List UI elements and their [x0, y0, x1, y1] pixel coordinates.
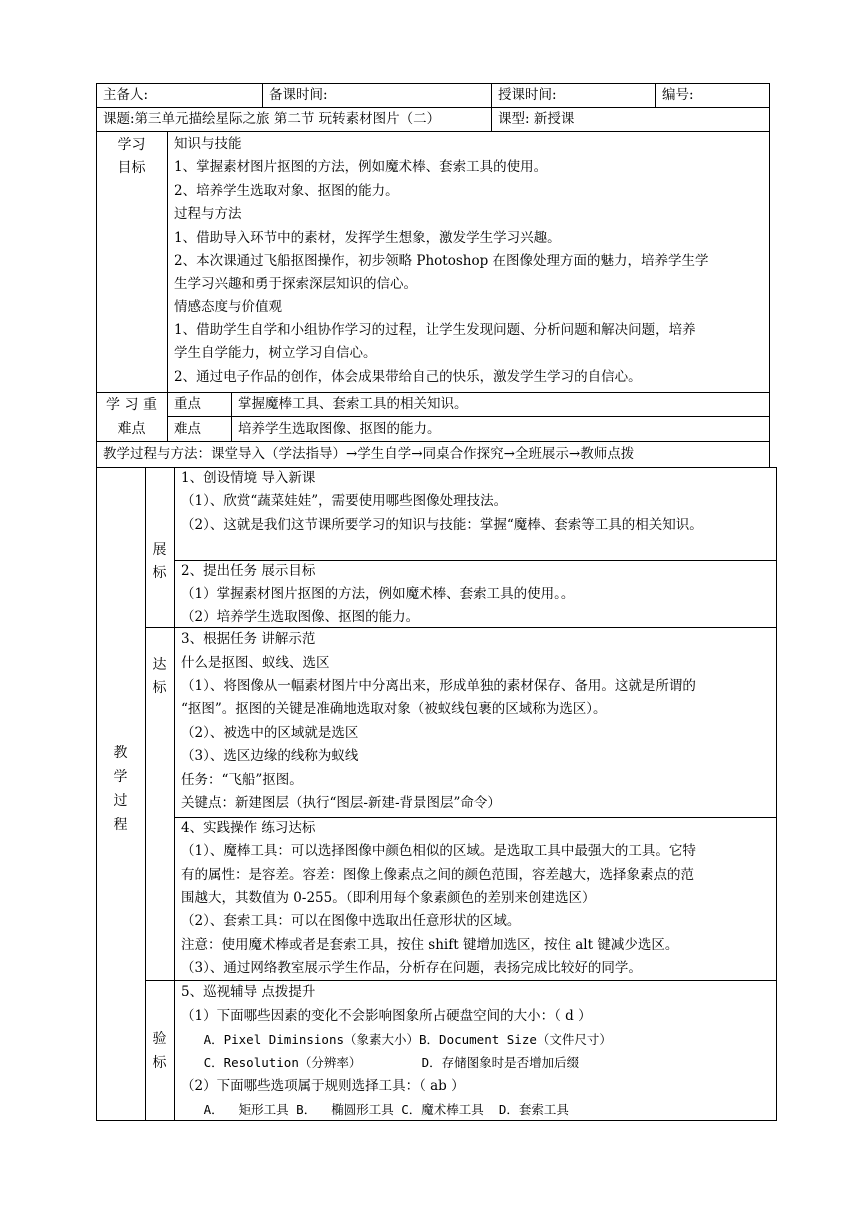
lesson-topic: 课题:第三单元描绘星际之旅 第二节 玩转素材图片（二） [103, 111, 441, 127]
objective-line: 1、掌握素材图片抠图的方法，例如魔术棒、套索工具的使用。 [174, 159, 548, 175]
block-line: （2）、这就是我们这节课所要学习的知识与技能：掌握“魔棒、套索等工具的相关知识。 [181, 517, 703, 533]
teaching-method: 教学过程与方法：课堂导入（学法指导）→学生自学→同桌合作探究→全班展示→教师点拨 [103, 446, 635, 462]
keypoints-label-1: 学 习 重 [106, 397, 157, 413]
row-line [167, 416, 770, 417]
quiz-option-line: A． 矩形工具 B． 椭圆形工具 C．魔术棒工具 D．套索工具 [181, 1102, 569, 1117]
block-line: 围越大，其数值为 0-255。（即利用每个象素颜色的差别来创建选区） [181, 890, 596, 906]
row-line [96, 131, 770, 132]
col-line [174, 467, 175, 1120]
block-line: “抠图”。抠图的关键是准确地选取对象（被蚁线包裹的区域称为选区）。 [181, 701, 607, 717]
block-line: （1）、将图像从一幅素材图片中分离出来，形成单独的素材保存、备用。这就是所谓的 [181, 678, 696, 694]
process-label-char: 过 [113, 793, 128, 809]
block-line: （2）、被选中的区域就是选区 [181, 725, 359, 741]
objective-line: 1、借助导入环节中的素材，发挥学生想象，激发学生学习兴趣。 [174, 230, 561, 246]
process-label-char: 教 [113, 745, 128, 761]
row-line [96, 107, 770, 108]
block-line: 3、根据任务 讲解示范 [181, 631, 316, 647]
col-line [655, 83, 656, 107]
lesson-type: 课型: 新授课 [498, 111, 575, 127]
block-line: （1）掌握素材图片抠图的方法，例如魔术棒、套索工具的使用。。 [181, 586, 575, 602]
row-line [174, 817, 777, 818]
teach-time-label: 授课时间: [498, 87, 557, 103]
focus-label: 重点 [174, 396, 201, 412]
objective-line: 2、培养学生选取对象、抠图的能力。 [174, 183, 399, 199]
objective-line: 过程与方法 [174, 206, 242, 222]
stage-show-char: 标 [152, 565, 167, 581]
objective-line: 知识与技能 [174, 136, 242, 152]
block-line: （3）、选区边缘的线称为蚁线 [181, 748, 359, 764]
difficulty-label: 难点 [174, 421, 201, 437]
objective-line: 1、借助学生自学和小组协作学习的过程，让学生发现问题、分析问题和解决问题，培养 [174, 322, 696, 338]
row-line [145, 627, 777, 628]
stage-reach-char: 标 [152, 680, 167, 696]
stage-show-char: 展 [152, 542, 167, 558]
block-line: 2、提出任务 展示目标 [181, 563, 316, 579]
block-line: （2）培养学生选取图像、抠图的能力。 [181, 609, 420, 625]
process-label-char: 学 [113, 769, 128, 785]
objective-line: 情感态度与价值观 [174, 299, 282, 315]
block-line: （3）、通过网络教室展示学生作品，分析存在问题，表扬完成比较好的同学。 [181, 960, 642, 976]
objectives-label-2: 目标 [117, 160, 146, 176]
objective-line: 学生自学能力，树立学习自信心。 [174, 345, 377, 361]
prep-time-label: 备课时间: [269, 87, 328, 103]
block-line: 什么是抠图、蚁线、选区 [181, 655, 330, 671]
stage-reach-char: 达 [152, 657, 167, 673]
row-line [145, 980, 777, 981]
block-line: 4、实践操作 练习达标 [181, 820, 316, 836]
block-line: （1）下面哪些因素的变化不会影响图象所占硬盘空间的大小：（ d ） [181, 1008, 592, 1024]
row-line [96, 441, 770, 442]
block-line: 1、创设情境 导入新课 [181, 470, 316, 486]
keypoints-label-2: 难点 [117, 421, 146, 437]
block-line: （1）、魔棒工具：可以选择图像中颜色相似的区域。是选取工具中最强大的工具。它特 [181, 843, 696, 859]
row-line [96, 392, 770, 393]
block-line: （1）、欣赏“蔬菜娃娃”，需要使用哪些图像处理技法。 [181, 493, 508, 509]
block-line: 注意：使用魔术棒或者是套索工具，按住 shift 键增加选区，按住 alt 键减少选区。 [181, 937, 679, 953]
row-line [96, 83, 770, 84]
objective-line: 生学习兴趣和勇于探索深层知识的信心。 [174, 276, 417, 292]
col-line [167, 131, 168, 441]
table-left-border [96, 83, 97, 1120]
block-line: （2）下面哪些选项属于规则选择工具：（ ab ） [181, 1078, 465, 1094]
process-label-char: 程 [113, 817, 128, 833]
objective-line: 2、通过电子作品的创作，体会成果带给自己的快乐，激发学生学习的自信心。 [174, 369, 642, 385]
objectives-label-1: 学习 [117, 137, 146, 153]
stage-check-char: 验 [152, 1031, 167, 1047]
difficulty-text: 培养学生选取图像、抠图的能力。 [238, 421, 441, 437]
focus-text: 掌握魔棒工具、套索工具的相关知识。 [238, 396, 468, 412]
block-line: 5、巡视辅导 点拨提升 [181, 984, 316, 1000]
row-line [96, 467, 777, 468]
block-line: （2）、套索工具：可以在图像中选取出任意形状的区域。 [181, 913, 521, 929]
stage-check-char: 标 [152, 1055, 167, 1071]
block-line: 关键点：新建图层（执行“图层-新建-背景图层”命令） [181, 795, 501, 811]
row-line [174, 560, 777, 561]
quiz-option-line: C．Resolution（分辨率） D．存储图象时是否增加后缀 [181, 1055, 580, 1070]
block-line: 有的属性：是容差。容差：图像上像素点之间的颜色范围，容差越大，选择象素点的范 [181, 867, 694, 883]
table-right-border-bottom [776, 467, 777, 1120]
preparer-label: 主备人: [103, 87, 149, 103]
objective-line: 2、本次课通过飞船抠图操作，初步领略 Photoshop 在图像处理方面的魅力，培养学生学 [174, 253, 709, 269]
number-label: 编号: [662, 87, 694, 103]
col-line [491, 83, 492, 131]
col-line [262, 83, 263, 107]
quiz-option-line: A．Pixel Diminsions（象素大小）B．Document Size（文件尺寸） [181, 1032, 612, 1047]
block-line: 任务：“飞船”抠图。 [181, 772, 303, 788]
row-line [96, 1120, 777, 1121]
table-right-border-top [769, 83, 770, 467]
col-line [231, 392, 232, 441]
